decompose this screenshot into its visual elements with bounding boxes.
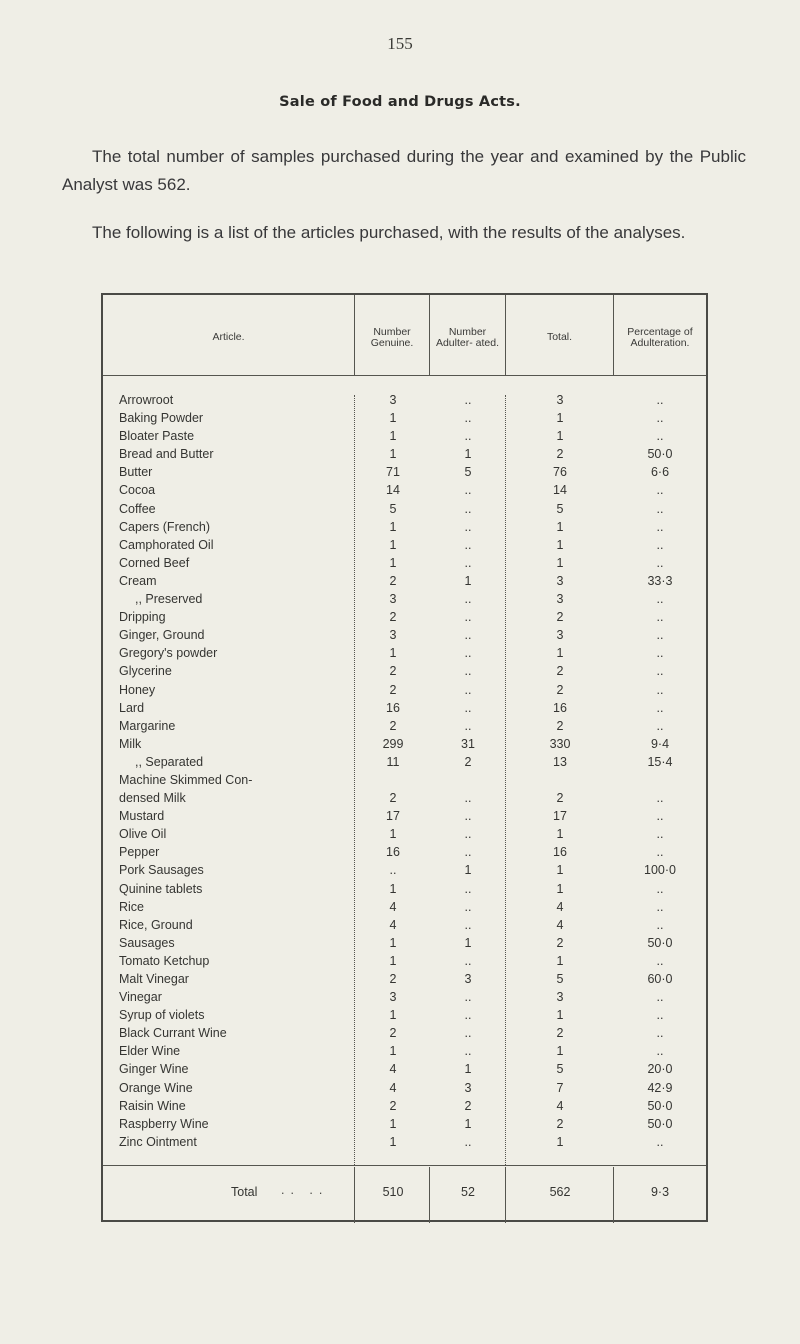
table-row xyxy=(103,970,706,988)
table-row xyxy=(103,916,706,934)
table-row xyxy=(103,699,706,717)
adulterated-cell: .. xyxy=(464,791,472,806)
total-cell: 4 xyxy=(556,1098,564,1113)
total-cell: 1 xyxy=(556,1134,564,1149)
article-cell: Olive Oil xyxy=(119,827,167,842)
genuine-cell: 2 xyxy=(389,664,397,679)
total-cell: 1 xyxy=(556,881,564,896)
total-cell: 5 xyxy=(556,972,564,986)
article-cell: Machine Skimmed Con- xyxy=(119,772,253,787)
adulterated-cell: .. xyxy=(464,809,472,824)
table-row xyxy=(103,988,706,1006)
article-cell: Rice xyxy=(119,899,145,914)
article-cell: Butter xyxy=(119,465,153,480)
genuine-cell: 2 xyxy=(389,610,397,625)
table-row xyxy=(103,536,706,554)
adulterated-cell: .. xyxy=(464,845,472,860)
adulterated-cell: .. xyxy=(464,1026,472,1041)
percentage-cell: .. xyxy=(656,1008,664,1023)
percentage-cell: .. xyxy=(656,1026,664,1041)
table-row xyxy=(103,898,706,916)
adulterated-cell: 1 xyxy=(464,573,472,588)
total-cell: 14 xyxy=(553,483,567,498)
total-cell: 2 xyxy=(556,664,564,679)
total-cell: 2 xyxy=(556,718,564,733)
table-row xyxy=(103,391,706,409)
adulterated-cell: .. xyxy=(464,628,472,643)
total-cell: 2 xyxy=(556,1116,564,1131)
article-cell: Gregory's powder xyxy=(119,646,218,661)
percentage-cell: .. xyxy=(656,429,664,444)
table-row xyxy=(103,735,706,753)
percentage-cell: 20·0 xyxy=(647,1062,673,1077)
percentage-cell: .. xyxy=(656,501,664,516)
adulterated-cell: .. xyxy=(464,483,472,498)
percentage-cell: .. xyxy=(656,393,664,407)
total-cell: 1 xyxy=(556,1008,564,1023)
percentage-cell: .. xyxy=(656,664,664,679)
percentage-cell: 6·6 xyxy=(650,465,670,480)
adulterated-cell: 5 xyxy=(464,465,472,480)
table-row xyxy=(103,463,706,481)
table-row xyxy=(103,1024,706,1042)
total-adulterated: 52 xyxy=(461,1185,475,1199)
total-cell: 5 xyxy=(556,501,564,516)
adulterated-cell: .. xyxy=(464,827,472,842)
adulterated-cell: .. xyxy=(464,592,472,607)
list-intro-paragraph: The following is a list of the articles purchased, with the results of the analyses. xyxy=(92,223,686,242)
total-cell: 16 xyxy=(553,845,567,860)
genuine-cell: 14 xyxy=(386,483,400,498)
adulterated-cell: 1 xyxy=(464,863,472,878)
table-row xyxy=(103,1097,706,1115)
genuine-cell: 3 xyxy=(389,592,397,607)
header-article: Article. xyxy=(212,331,245,344)
article-cell: Corned Beef xyxy=(119,555,190,570)
article-cell: Coffee xyxy=(119,501,156,516)
table-row xyxy=(103,554,706,572)
genuine-cell: 2 xyxy=(389,682,397,697)
table-row xyxy=(103,1042,706,1060)
header-rule xyxy=(103,375,706,376)
percentage-cell: 50·0 xyxy=(647,1116,673,1131)
article-cell: Camphorated Oil xyxy=(119,537,214,552)
adulterated-cell: .. xyxy=(464,917,472,932)
adulterated-cell: 2 xyxy=(464,754,472,769)
article-cell: Milk xyxy=(119,736,142,751)
adulterated-cell: .. xyxy=(464,664,472,679)
article-cell: Raspberry Wine xyxy=(119,1116,209,1131)
total-cell: 2 xyxy=(556,935,564,950)
adulterated-cell: .. xyxy=(464,990,472,1005)
total-cell: 2 xyxy=(556,791,564,806)
percentage-cell: .. xyxy=(656,1134,664,1149)
table-row xyxy=(103,481,706,499)
percentage-cell: 9·4 xyxy=(650,736,670,751)
article-cell: Dripping xyxy=(119,610,166,625)
genuine-cell: 4 xyxy=(389,1080,397,1095)
genuine-cell: 4 xyxy=(389,917,397,932)
page-number: 155 xyxy=(387,34,413,53)
adulterated-cell: 1 xyxy=(464,1116,472,1131)
adulterated-cell: 2 xyxy=(464,1098,472,1113)
adulterated-cell: .. xyxy=(464,501,472,516)
article-cell: Tomato Ketchup xyxy=(119,953,210,968)
genuine-cell: 4 xyxy=(389,1062,397,1077)
total-cell: 1 xyxy=(556,863,564,878)
adulterated-cell: .. xyxy=(464,555,472,570)
table-row xyxy=(103,626,706,644)
adulterated-cell: .. xyxy=(464,1044,472,1059)
table-row xyxy=(103,500,706,518)
percentage-cell: .. xyxy=(656,718,664,733)
adulterated-cell: .. xyxy=(464,1134,472,1149)
article-cell: Elder Wine xyxy=(119,1044,181,1059)
total-rule xyxy=(103,1165,706,1166)
total-cell: 4 xyxy=(556,899,564,914)
table-row xyxy=(103,807,706,825)
adulterated-cell: .. xyxy=(464,718,472,733)
article-cell: Glycerine xyxy=(119,664,172,679)
article-cell: Cream xyxy=(119,573,157,588)
percentage-cell: 50·0 xyxy=(647,447,673,462)
percentage-cell: .. xyxy=(656,519,664,534)
table-row xyxy=(103,789,706,807)
article-cell: ,, Separated xyxy=(135,754,204,769)
total-cell: 1 xyxy=(556,1044,564,1059)
total-percentage: 9·3 xyxy=(650,1185,670,1199)
adulterated-cell: .. xyxy=(464,953,472,968)
adulterated-cell: .. xyxy=(464,1008,472,1023)
total-cell: 1 xyxy=(556,411,564,426)
total-cell: 1 xyxy=(556,537,564,552)
article-cell: Arrowroot xyxy=(119,393,174,407)
percentage-cell: 100·0 xyxy=(644,863,676,878)
article-cell: Margarine xyxy=(119,718,176,733)
genuine-cell: 1 xyxy=(389,646,397,661)
table-row xyxy=(103,952,706,970)
genuine-cell: 2 xyxy=(389,1098,397,1113)
table-row xyxy=(103,518,706,536)
table-row xyxy=(103,1115,706,1133)
article-cell: Zinc Ointment xyxy=(119,1134,197,1149)
genuine-cell: 1 xyxy=(389,411,397,426)
genuine-cell: 1 xyxy=(389,1116,397,1131)
adulterated-cell: 1 xyxy=(464,935,472,950)
total-cell: 1 xyxy=(556,953,564,968)
article-cell: Orange Wine xyxy=(119,1080,193,1095)
intro-paragraph: The total number of samples purchased during the year and examined by the Public Analyst was 562. xyxy=(62,147,746,194)
genuine-cell: 11 xyxy=(386,754,400,769)
adulterated-cell: .. xyxy=(464,519,472,534)
analysis-table xyxy=(101,293,708,1222)
adulterated-cell: .. xyxy=(464,899,472,914)
page-heading: Sale of Food and Drugs Acts. xyxy=(279,94,521,110)
adulterated-cell: .. xyxy=(464,881,472,896)
total-cell: 3 xyxy=(556,628,564,643)
total-cell: 2 xyxy=(556,1026,564,1041)
table-row xyxy=(103,409,706,427)
adulterated-cell: 3 xyxy=(464,1080,472,1095)
table-row xyxy=(103,771,706,789)
percentage-cell: .. xyxy=(656,537,664,552)
genuine-cell: 1 xyxy=(389,429,397,444)
table-row xyxy=(103,880,706,898)
table-row xyxy=(103,825,706,843)
genuine-cell: 3 xyxy=(389,393,397,407)
adulterated-cell: .. xyxy=(464,429,472,444)
genuine-cell: 1 xyxy=(389,555,397,570)
percentage-cell: .. xyxy=(656,411,664,426)
article-cell: ,, Preserved xyxy=(135,592,203,607)
total-cell: 16 xyxy=(553,700,567,715)
adulterated-cell: .. xyxy=(464,700,472,715)
total-cell: 2 xyxy=(556,447,564,462)
article-cell: Black Currant Wine xyxy=(119,1026,227,1041)
total-cell: 1 xyxy=(556,827,564,842)
percentage-cell: 60·0 xyxy=(647,972,673,986)
article-cell: Lard xyxy=(119,700,145,715)
genuine-cell: .. xyxy=(389,863,397,878)
percentage-cell: .. xyxy=(656,845,664,860)
article-cell: Quinine tablets xyxy=(119,881,203,896)
article-cell: densed Milk xyxy=(119,791,186,806)
adulterated-cell: .. xyxy=(464,537,472,552)
total-label: Total xyxy=(231,1185,258,1199)
total-cell: 330 xyxy=(549,736,571,751)
total-cell: 1 xyxy=(556,555,564,570)
adulterated-cell: 1 xyxy=(464,1062,472,1077)
percentage-cell: .. xyxy=(656,899,664,914)
article-cell: Cocoa xyxy=(119,483,156,498)
table-row xyxy=(103,572,706,590)
article-cell: Honey xyxy=(119,682,156,697)
column-divider xyxy=(354,1167,355,1223)
header-total: Total. xyxy=(546,331,573,344)
total-cell: 3 xyxy=(556,592,564,607)
genuine-cell: 2 xyxy=(389,718,397,733)
article-cell: Mustard xyxy=(119,809,165,824)
article-cell: Sausages xyxy=(119,935,175,950)
percentage-cell: .. xyxy=(656,555,664,570)
percentage-cell: 42·9 xyxy=(647,1080,673,1095)
genuine-cell: 1 xyxy=(389,1044,397,1059)
article-cell: Ginger, Ground xyxy=(119,628,205,643)
percentage-cell: 50·0 xyxy=(647,935,673,950)
adulterated-cell: .. xyxy=(464,682,472,697)
leader-dots: .. .. xyxy=(281,1183,329,1197)
genuine-cell: 16 xyxy=(386,845,400,860)
article-cell: Vinegar xyxy=(119,990,162,1005)
header-percentage: Percentage of Adulteration. xyxy=(627,325,693,349)
total-cell: 2 xyxy=(556,610,564,625)
table-row xyxy=(103,1079,706,1097)
genuine-cell: 299 xyxy=(382,736,404,751)
percentage-cell: .. xyxy=(656,646,664,661)
percentage-cell: .. xyxy=(656,990,664,1005)
article-cell: Pepper xyxy=(119,845,160,860)
table-row xyxy=(103,934,706,952)
genuine-cell: 1 xyxy=(389,537,397,552)
article-cell: Bloater Paste xyxy=(119,429,195,444)
genuine-cell: 2 xyxy=(389,972,397,986)
total-genuine: 510 xyxy=(382,1185,404,1199)
adulterated-cell: 31 xyxy=(461,736,475,751)
adulterated-cell: .. xyxy=(464,411,472,426)
article-cell: Baking Powder xyxy=(119,411,204,426)
total-cell: 76 xyxy=(553,465,567,480)
total-cell: 1 xyxy=(556,519,564,534)
total-cell: 3 xyxy=(556,573,564,588)
article-cell: Pork Sausages xyxy=(119,863,204,878)
percentage-cell: .. xyxy=(656,610,664,625)
table-row xyxy=(103,717,706,735)
table-row xyxy=(103,843,706,861)
table-row xyxy=(103,644,706,662)
genuine-cell: 3 xyxy=(389,990,397,1005)
table-row xyxy=(103,681,706,699)
total-cell: 5 xyxy=(556,1062,564,1077)
adulterated-cell: 3 xyxy=(464,972,472,986)
genuine-cell: 17 xyxy=(386,809,400,824)
table-row xyxy=(103,427,706,445)
genuine-cell: 1 xyxy=(389,827,397,842)
genuine-cell: 71 xyxy=(386,465,400,480)
percentage-cell: .. xyxy=(656,791,664,806)
percentage-cell: .. xyxy=(656,881,664,896)
percentage-cell: .. xyxy=(656,592,664,607)
table-row xyxy=(103,861,706,879)
article-cell: Raisin Wine xyxy=(119,1098,186,1113)
table-row xyxy=(103,1133,706,1151)
percentage-cell: 33·3 xyxy=(647,573,673,588)
total-cell: 7 xyxy=(556,1080,564,1095)
genuine-cell: 1 xyxy=(389,447,397,462)
total-cell: 3 xyxy=(556,990,564,1005)
genuine-cell: 2 xyxy=(389,1026,397,1041)
header-genuine: Number Genuine. xyxy=(370,325,414,349)
adulterated-cell: .. xyxy=(464,646,472,661)
article-cell: Rice, Ground xyxy=(119,917,193,932)
table-body xyxy=(103,391,706,1151)
genuine-cell: 16 xyxy=(386,700,400,715)
table-row xyxy=(103,590,706,608)
article-cell: Syrup of violets xyxy=(119,1008,205,1023)
total-cell: 4 xyxy=(556,917,564,932)
table-row xyxy=(103,445,706,463)
article-cell: Malt Vinegar xyxy=(119,972,189,986)
percentage-cell: 50·0 xyxy=(647,1098,673,1113)
genuine-cell: 2 xyxy=(389,791,397,806)
genuine-cell: 3 xyxy=(389,628,397,643)
percentage-cell: .. xyxy=(656,700,664,715)
article-cell: Bread and Butter xyxy=(119,447,214,462)
adulterated-cell: .. xyxy=(464,610,472,625)
percentage-cell: 15·4 xyxy=(647,754,673,769)
genuine-cell: 1 xyxy=(389,519,397,534)
genuine-cell: 1 xyxy=(389,1008,397,1023)
adulterated-cell: 1 xyxy=(464,447,472,462)
total-cell: 2 xyxy=(556,682,564,697)
genuine-cell: 1 xyxy=(389,935,397,950)
table-row xyxy=(103,1060,706,1078)
total-cell: 1 xyxy=(556,646,564,661)
adulterated-cell: .. xyxy=(464,393,472,407)
percentage-cell: .. xyxy=(656,1044,664,1059)
genuine-cell: 4 xyxy=(389,899,397,914)
table-row xyxy=(103,753,706,771)
total-total: 562 xyxy=(549,1185,571,1199)
table-row xyxy=(103,662,706,680)
genuine-cell: 5 xyxy=(389,501,397,516)
genuine-cell: 1 xyxy=(389,1134,397,1149)
percentage-cell: .. xyxy=(656,827,664,842)
header-adulterated: Number Adulter- ated. xyxy=(435,325,500,349)
percentage-cell: .. xyxy=(656,628,664,643)
genuine-cell: 1 xyxy=(389,881,397,896)
table-row xyxy=(103,608,706,626)
table-row xyxy=(103,1006,706,1024)
genuine-cell: 2 xyxy=(389,573,397,588)
total-cell: 1 xyxy=(556,429,564,444)
percentage-cell: .. xyxy=(656,953,664,968)
percentage-cell: .. xyxy=(656,483,664,498)
total-cell: 3 xyxy=(556,393,564,407)
genuine-cell: 1 xyxy=(389,953,397,968)
total-cell: 17 xyxy=(553,809,567,824)
article-cell: Ginger Wine xyxy=(119,1062,189,1077)
percentage-cell: .. xyxy=(656,682,664,697)
total-cell: 13 xyxy=(553,754,567,769)
article-cell: Capers (French) xyxy=(119,519,210,534)
percentage-cell: .. xyxy=(656,917,664,932)
percentage-cell: .. xyxy=(656,809,664,824)
